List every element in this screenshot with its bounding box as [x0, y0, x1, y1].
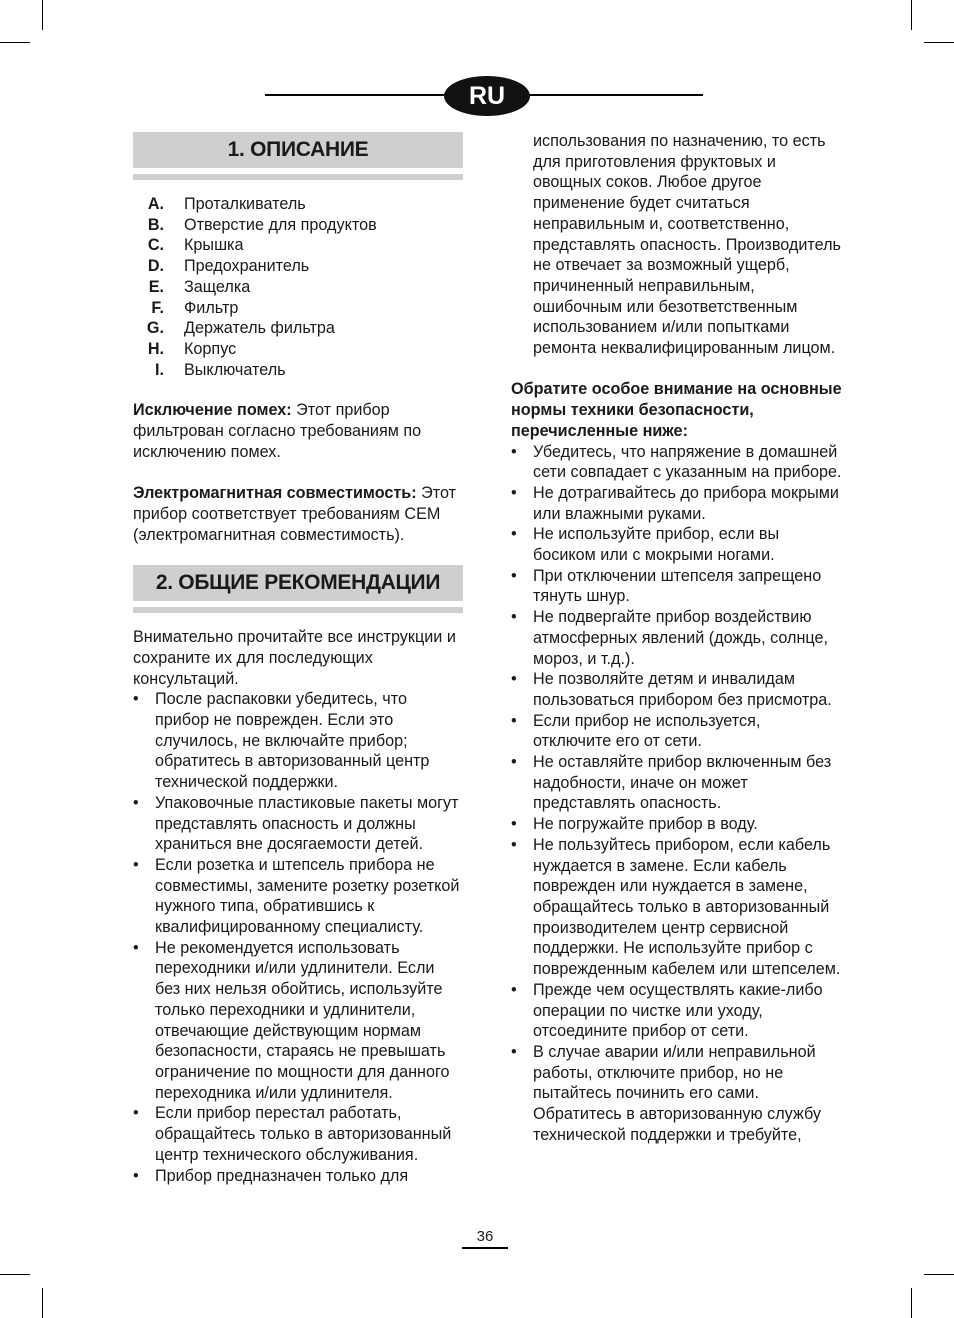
list-item: • Упаковочные пластиковые пакеты могут представлять опасность и должны храниться вне досягаемости детей.: [133, 793, 463, 855]
part-item: [133, 194, 463, 215]
part-letter: E.: [148, 277, 164, 296]
part-label: Крышка: [184, 236, 244, 255]
part-label: Отверстие для продуктов: [184, 215, 377, 234]
list-item: • Не пользуйтесь прибором, если кабель нуждается в замене. Если кабель поврежден или нуждается в замене, обращайтесь только в авторизованный производителем центр сервисной поддержки. Не используйте прибор с поврежденным кабелем или штепселем.: [511, 835, 843, 980]
list-item: • Не дотрагивайтесь до прибора мокрыми или влажными руками.: [511, 483, 843, 524]
part-label: Проталкиватель: [184, 195, 306, 213]
list-item: • Прежде чем осуществлять какие-либо операции по чистке или уходу, отсоедините прибор от сети.: [511, 980, 843, 1042]
part-letter: C.: [147, 236, 164, 255]
part-label: Выключатель: [184, 360, 286, 379]
section-1-title: 1. ОПИСАНИЕ: [133, 132, 463, 168]
part-item: [133, 298, 463, 319]
interference-text: Этот прибор фильтрован согласно требованиям по исключению помех.: [133, 401, 422, 461]
crop-mark: [911, 0, 912, 30]
list-item: • Не рекомендуется использовать переходники и/или удлинители. Если без них нельзя обойтись, используйте только переходники и удлинители, отвечающие действующим нормам безопасности, стараясь не превышать ограничение по мощности для данного переходника и/или удлинителя.: [133, 938, 463, 1104]
part-letter: D.: [147, 257, 164, 276]
section-2-rule: [133, 607, 463, 613]
part-letter: G.: [146, 319, 164, 338]
parts-list: [133, 194, 463, 380]
list-item: • Прибор предназначен только для: [133, 1166, 463, 1187]
section-2-title: 2. ОБЩИЕ РЕКОМЕНДАЦИИ: [133, 565, 463, 601]
section-1-rule: [133, 174, 463, 180]
part-item: [133, 277, 463, 298]
continuation-text: использования по назначению, то есть для приготовления фруктовых и овощных соков. Любое другое применение будет считаться неправильным и, соответственно, представлять опасность. Производитель не отвечает за возможный ущерб, причиненный неправильным, ошибочным или безответственным использованием и/или попытками ремонта неквалифицированным лицом.: [533, 132, 841, 358]
part-item: [133, 339, 463, 360]
emc-label: Электромагнитная совместимость:: [133, 484, 417, 503]
part-letter: A.: [147, 195, 164, 213]
list-item: • Убедитесь, что напряжение в домашней сети совпадает с указанным на приборе.: [511, 442, 843, 483]
page-number: 36: [462, 1227, 508, 1249]
left-column: [133, 132, 463, 1186]
part-letter: I.: [155, 360, 164, 379]
part-label: Предохранитель: [184, 257, 310, 276]
section-2-intro: Внимательно прочитайте все инструкции и сохраните их для последующих консультаций.: [133, 628, 456, 688]
list-item: • Если розетка и штепсель прибора не совместимы, замените розетку розеткой нужного типа, обратившись к квалифицированному специалисту.: [133, 855, 463, 938]
part-item: [133, 215, 463, 236]
list-item: • Не позволяйте детям и инвалидам пользоваться прибором без присмотра.: [511, 669, 843, 710]
part-label: Корпус: [184, 339, 237, 358]
recommendations-list-left: [133, 689, 463, 1186]
interference-label: Исключение помех:: [133, 401, 292, 420]
part-label: Защелка: [184, 277, 251, 296]
list-item: • В случае аварии и/или неправильной работы, отключите прибор, но не пытайтесь починить его сами. Обратитесь в авторизованную службу технической поддержки и требуйте,: [511, 1042, 843, 1146]
crop-mark: [0, 1274, 30, 1275]
crop-mark: [924, 42, 954, 43]
crop-mark: [42, 0, 43, 30]
list-item: • Не используйте прибор, если вы босиком или с мокрыми ногами.: [511, 524, 843, 565]
list-item: • После распаковки убедитесь, что прибор не поврежден. Если это случилось, не включайте прибор; обратитесь в авторизованный центр технической поддержки.: [133, 689, 463, 793]
interference-note: [133, 400, 463, 462]
part-letter: F.: [151, 298, 164, 317]
part-item: [133, 235, 463, 256]
crop-mark: [42, 1288, 43, 1318]
emc-note: [133, 483, 463, 545]
list-item: • Если прибор перестал работать, обращайтесь только в авторизованный центр технического обслуживания.: [133, 1103, 463, 1165]
part-item: [133, 360, 463, 381]
part-letter: H.: [147, 339, 164, 358]
part-item: [133, 256, 463, 277]
crop-mark: [0, 42, 30, 43]
list-item: • Не погружайте прибор в воду.: [511, 814, 843, 835]
list-item: • При отключении штепселя запрещено тянуть шнур.: [511, 566, 843, 607]
language-badge: RU: [444, 76, 530, 116]
safety-list: [511, 442, 843, 1146]
right-column: [511, 131, 843, 1145]
part-item: [133, 318, 463, 339]
safety-heading: Обратите особое внимание на основные нормы техники безопасности, перечисленные ниже:: [511, 380, 842, 440]
crop-mark: [911, 1288, 912, 1318]
list-item: • Не подвергайте прибор воздействию атмосферных явлений (дождь, солнце, мороз, и т.д.).: [511, 607, 843, 669]
list-item: • Если прибор не используется, отключите его от сети.: [511, 711, 843, 752]
emc-text: Этот прибор соответствует требованиям CEM (электромагнитная совместимость).: [133, 484, 457, 544]
part-label: Фильтр: [184, 298, 239, 317]
list-item: • Не оставляйте прибор включенным без надобности, иначе он может представлять опасность.: [511, 752, 843, 814]
part-label: Держатель фильтра: [184, 319, 335, 338]
part-letter: B.: [147, 215, 164, 234]
crop-mark: [924, 1274, 954, 1275]
